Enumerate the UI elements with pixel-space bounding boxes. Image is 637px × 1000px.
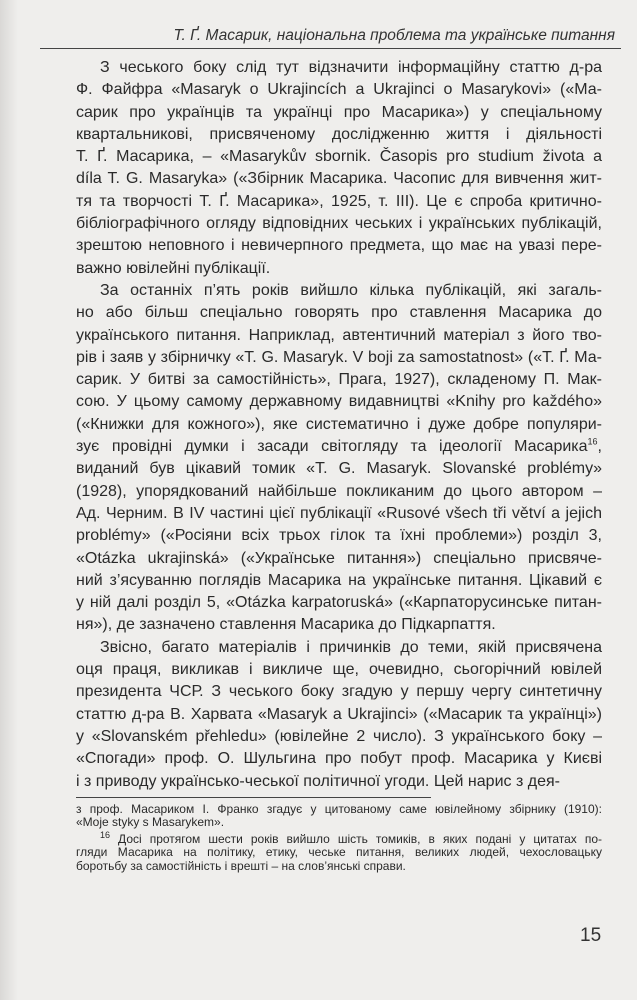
text-line: [76, 803, 602, 816]
line-text: у ній далі розділ 5, «Otázka karpatoruská» («Карпаторусинське питан-: [76, 594, 602, 612]
line-content: [76, 81, 602, 98]
footnotes: [76, 803, 602, 873]
text-line: [76, 816, 602, 829]
text-line: [76, 146, 602, 168]
text-line: [76, 302, 602, 324]
line-content: [76, 215, 602, 232]
line-text: problémy» («Росіяни всіх трьох гілок та їхні проблеми») розділ 3,: [76, 527, 602, 545]
paragraph: [76, 57, 602, 280]
line-content: [76, 170, 602, 187]
line-text: но або більш спеціально говорять про ставлення Масарика до: [76, 304, 602, 322]
text-line: [76, 829, 602, 846]
line-content: [76, 859, 406, 873]
footnote: [76, 803, 602, 830]
line-text: Ад. Черним. В IV частині цієї публікації «Rusové všech tři větví a jejich: [76, 504, 602, 522]
text-line: [76, 191, 602, 213]
line-content: [76, 371, 602, 388]
line-text: зує провідні думки і засади світогляду та ідеології Масарика: [76, 438, 588, 456]
line-text: виданий був цікавий томик «T. G. Masaryk. Slovanské problémy»: [76, 460, 602, 478]
text-line: [76, 369, 602, 391]
line-text: сарик про українців та українці про Масарика») у спеціальному: [76, 103, 602, 121]
footnote: [76, 829, 602, 873]
text-line: [76, 570, 602, 592]
line-text: з проф. Масариком І. Франко згадує у цитованому саме ювілейному збірнику (1910):: [76, 802, 602, 816]
text-line: [76, 102, 602, 124]
text-line: [76, 481, 602, 503]
line-content: [76, 104, 602, 121]
line-content: [76, 416, 602, 433]
line-text: ний з’ясуванню поглядів Масарика на українське питання. Цікавий є: [76, 571, 602, 589]
text-line: [76, 726, 602, 748]
line-content: [76, 572, 602, 589]
text-line: [76, 124, 602, 146]
text-line: [76, 258, 602, 280]
line-text: (1928), упорядкований найбільше покликаним до цього автором –: [76, 482, 602, 500]
line-text: Досі протягом шести років вийшло шість томиків, в яких подані у цитатах по-: [110, 831, 602, 846]
line-text: сою. У цьому самому державному видавництві «Knihy pro každého»: [76, 393, 602, 411]
line-content: [76, 483, 602, 500]
line-text: бібліографічного огляду відповідних чеських і українських публікацій,: [76, 215, 602, 233]
line-text: оця праця, викликав і викличе ще, очевидно, сьогорічний ювілей: [76, 661, 602, 679]
line-text: українського питання. Наприклад, автентичний матеріал з його тво-: [76, 326, 602, 344]
text-line: [76, 748, 602, 770]
line-content: [76, 304, 602, 321]
line-content: [76, 327, 602, 344]
paragraph: [76, 637, 602, 793]
page-number: 15: [580, 925, 602, 946]
line-text: («Книжки для кожного»), яке систематично і дуже добре популяри-: [76, 415, 602, 433]
line-content: [76, 193, 602, 210]
text-line: [76, 458, 602, 480]
text-line: [76, 503, 602, 525]
text-line: [76, 614, 602, 636]
main-text: [76, 57, 602, 793]
line-content: [76, 750, 602, 767]
text-line: [76, 860, 602, 873]
text-line: [76, 391, 602, 413]
text-line: [76, 681, 602, 703]
line-text: ня»), де зазначено ставлення Масарика до Підкарпаття.: [76, 616, 496, 634]
line-text: «Спогади» проф. О. Шульгина про побут проф. Масарика у Києві: [76, 750, 602, 768]
line-text: президента ЧСР. З чеського боку згадую у першу чергу синтетичну: [76, 683, 602, 701]
text-line: [76, 168, 602, 190]
line-text: Ф. Файфра «Masaryk o Ukrajincích a Ukrajinci o Masarykovi» («Ма-: [76, 81, 602, 99]
line-content: [76, 505, 602, 522]
line-text: «Otázka ukrajinská» («Українське питання») спеціально присвяче-: [76, 549, 602, 567]
running-head: Т. Ґ. Масарик, національна проблема та українське питання: [173, 27, 615, 44]
line-content: [100, 59, 602, 76]
line-text-after: ,: [597, 438, 602, 456]
line-content: [76, 148, 602, 165]
line-text: рів і заяв у збірничку «T. G. Masaryk. V boji za samostatnost» («Т. Ґ. Ма-: [76, 348, 602, 366]
line-text: сарик. У битві за самостійність», Прага, 1927), складеному П. Мак-: [76, 371, 602, 389]
line-content: [100, 282, 602, 299]
text-line: [76, 436, 602, 458]
footnote-reference: 16: [587, 436, 598, 447]
line-content: [76, 683, 602, 700]
line-text: З чеського боку слід тут відзначити інформаційну статтю д-ра: [100, 59, 602, 76]
line-content: [76, 594, 602, 611]
text-line: [76, 235, 602, 257]
line-text: díla T. G. Masaryka» («Збірник Масарика. Часопис для вивчення жит-: [76, 170, 602, 188]
line-content: [76, 661, 602, 678]
text-line: [76, 659, 602, 681]
header-rule: [40, 48, 621, 49]
line-content: [100, 639, 602, 656]
text-line: [76, 525, 602, 547]
footnote-marker: 16: [100, 829, 111, 840]
line-content: [76, 393, 602, 410]
line-text: у «Slovanském přehledu» (ювілейне 2 число). З українського боку –: [76, 727, 602, 745]
line-text: квартальникові, присвяченому дослідженню життя і діяльності: [76, 125, 602, 143]
line-content: [76, 460, 602, 477]
text-line: [76, 846, 602, 859]
text-line: [76, 771, 602, 793]
line-text: статтю д-ра В. Харвата «Masaryk a Ukrajinci» («Масарик та українці»): [76, 705, 602, 723]
text-line: [76, 592, 602, 614]
footnote-rule: [76, 797, 431, 798]
line-content: [76, 728, 602, 745]
line-content: [76, 845, 602, 859]
paragraph: [76, 280, 602, 637]
text-line: [76, 213, 602, 235]
scan-edge-shadow: [0, 0, 18, 1000]
line-content: [100, 829, 602, 846]
text-line: [76, 637, 602, 659]
line-text: Т. Ґ. Масарика, – «Masarykův sbornik. Časopis pro studium života a: [76, 148, 602, 166]
text-line: [76, 79, 602, 101]
text-line: [76, 280, 602, 302]
text-line: [76, 414, 602, 436]
text-line: [76, 325, 602, 347]
line-content: [76, 616, 496, 633]
line-text: Звісно, багато матеріалів і причинків до теми, якій присвячена: [100, 638, 602, 656]
line-content: [76, 773, 560, 790]
line-content: [76, 802, 602, 816]
line-content: [76, 126, 602, 143]
line-text: важно ювілейні публікації.: [76, 259, 271, 277]
line-text: гляди Масарика на політику, етику, чеське питання, великих людей, чехословацьку: [76, 845, 602, 860]
line-text: боротьбу за самостійність і врешті – на слов’янські справи.: [76, 858, 406, 873]
text-line: [76, 347, 602, 369]
line-text: За останніх п’ять років вийшло кілька публікацій, які загаль-: [100, 281, 602, 299]
line-text: тя та творчості Т. Ґ. Масарика», 1925, т. ІІІ). Це є спроба критично-: [76, 192, 602, 210]
line-content: [76, 815, 224, 829]
line-content: [76, 706, 602, 723]
line-content: [76, 527, 602, 544]
line-content: [76, 237, 602, 254]
line-text: зрештою неповного і невичерпного предмета, що має на увазі пере-: [76, 237, 602, 255]
text-line: [76, 704, 602, 726]
line-content: [76, 260, 270, 277]
text-line: [76, 57, 602, 79]
line-content: [76, 550, 602, 567]
line-text: і з приводу українсько-чеської політичної угоди. Цей нарис з дея-: [76, 772, 560, 790]
line-text: «Moje styky s Masarykem».: [76, 815, 225, 830]
text-line: [76, 548, 602, 570]
line-content: [76, 438, 602, 455]
line-content: [76, 349, 602, 366]
